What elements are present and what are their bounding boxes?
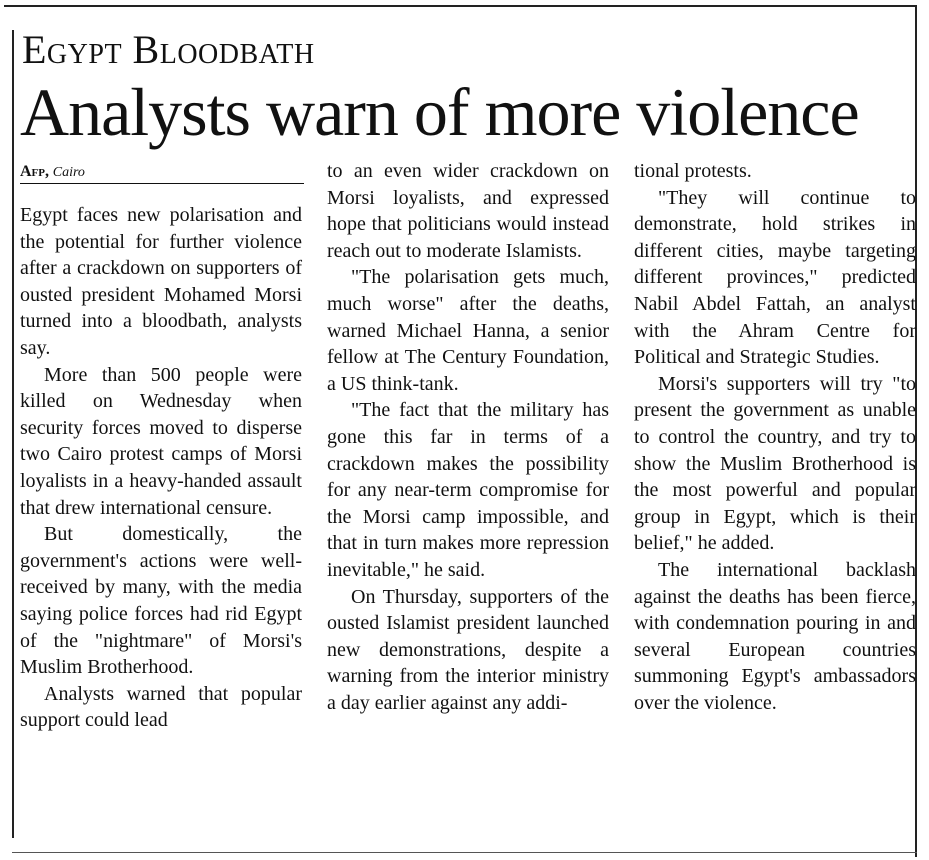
paragraph: "The fact that the military has gone this far in terms of a crackdown makes the possibility for any near-term compromise for the Morsi camp impossible, and that in turn makes more repression inevitable," he said. [327,399,609,581]
section-kicker: Egypt Bloodbath [22,27,315,72]
paragraph: The international backlash against the deaths has been fierce, with condemnation pouring in and several European countries summoning Egypt's ambassadors over the violence. [634,558,916,714]
top-rule [4,5,917,7]
paragraph: to an even wider crackdown on Morsi loyalists, and expressed hope that politicians would instead reach out to moderate Islamists. [327,160,609,262]
article-column-1 [20,202,302,734]
byline-city: Cairo [52,165,85,180]
article-headline: Analysts warn of more violence [20,74,859,150]
paragraph: Egypt faces new polarisation and the potential for further violence after a crackdown on supporters of ousted president Mohamed Morsi turned into a bloodbath, analysts say. [20,204,302,359]
left-rule [12,30,14,838]
byline-agency: Afp, [20,163,49,180]
paragraph: Morsi's supporters will try "to present the government as unable to control the country, and try to show the Muslim Brotherhood is the most powerful and popular group in Egypt, which is their belief," he added. [634,372,916,555]
paragraph: "They will continue to demonstrate, hold strikes in different cities, maybe targeting different provinces," predicted Nabil Abdel Fattah, an analyst with the Ahram Centre for Political and Strategic Studies. [634,186,916,369]
byline [20,161,304,184]
paragraph: tional protests. [634,160,752,182]
paragraph: More than 500 people were killed on Wednesday when security forces moved to disperse two Cairo protest camps of Morsi loyalists in a heavy-handed assault that drew international censure. [20,363,302,519]
paragraph: But domestically, the government's actions were well-received by many, with the media saying police forces had rid Egypt of the "nightmare" of Morsi's Muslim Brotherhood. [20,523,302,679]
bottom-rule [12,852,917,853]
paragraph: "The polarisation gets much, much worse" after the deaths, warned Michael Hanna, a senior fellow at The Century Foundation, a US think-tank. [327,266,609,395]
paragraph: Analysts warned that popular support could lead [20,682,302,732]
paragraph: On Thursday, supporters of the ousted Islamist president launched new demonstrations, despite a warning from the interior ministry a day earlier against any addi- [327,585,609,714]
article-column-2 [327,158,609,716]
article-column-3 [634,158,916,716]
